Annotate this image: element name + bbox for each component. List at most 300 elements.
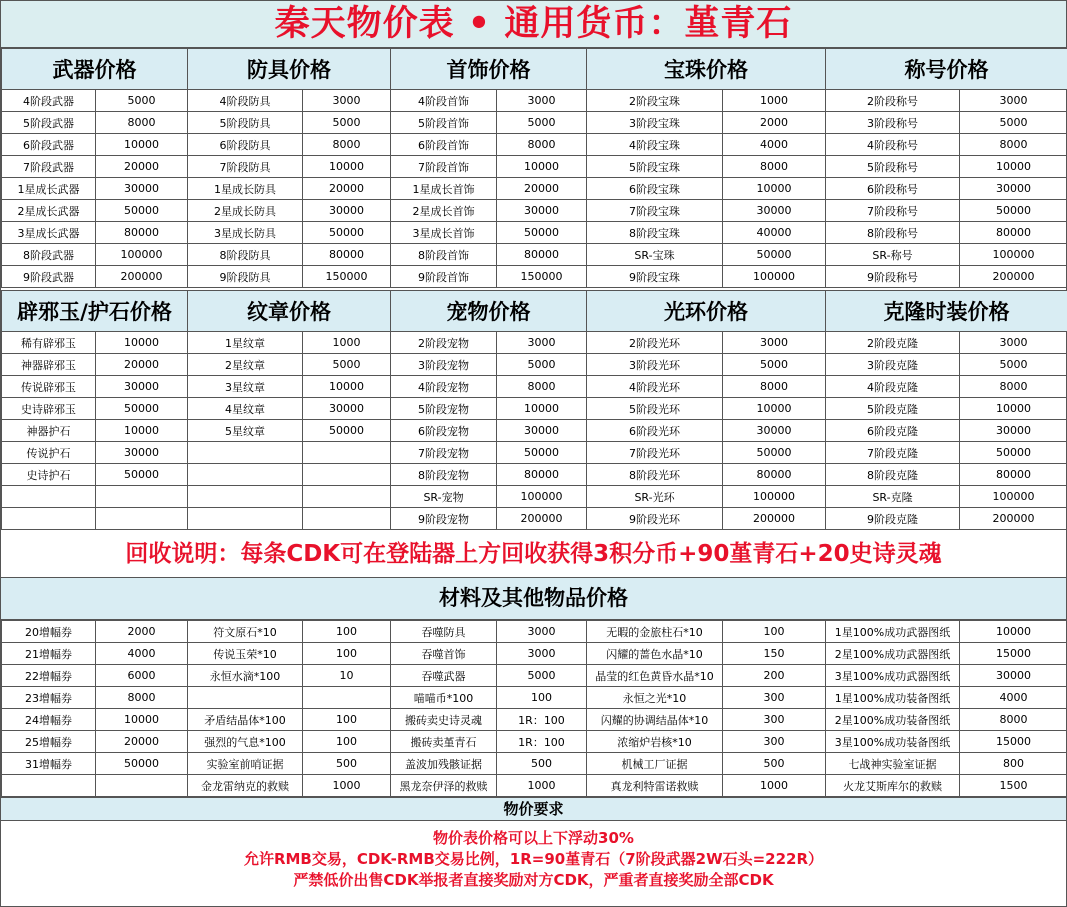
item-name-cell bbox=[2, 775, 96, 797]
item-name-cell: 7阶段称号 bbox=[826, 200, 960, 222]
item-name-cell: 2阶段宝珠 bbox=[587, 90, 723, 112]
item-name-cell: 3星100%成功装备图纸 bbox=[826, 731, 960, 753]
item-name-cell: 3星成长首饰 bbox=[391, 222, 497, 244]
item-name-cell: 无暇的金旅柱石*10 bbox=[587, 621, 723, 643]
item-name-cell: 5阶段首饰 bbox=[391, 112, 497, 134]
item-price-cell: 30000 bbox=[497, 200, 587, 222]
table-row bbox=[2, 665, 1067, 687]
item-price-cell: 80000 bbox=[960, 464, 1067, 486]
table-row bbox=[2, 266, 1067, 288]
item-price-cell: 8000 bbox=[96, 687, 188, 709]
requirement-line: 严禁低价出售CDK举报者直接奖励对方CDK，严重者直接奖励全部CDK bbox=[293, 871, 774, 889]
item-name-cell: 9阶段宝珠 bbox=[587, 266, 723, 288]
item-name-cell: 9阶段克隆 bbox=[826, 508, 960, 530]
item-name-cell: 火龙艾斯库尔的救赎 bbox=[826, 775, 960, 797]
item-name-cell: 8阶段光环 bbox=[587, 464, 723, 486]
table-row bbox=[2, 753, 1067, 775]
item-price-cell: 500 bbox=[723, 753, 826, 775]
item-price-cell: 100 bbox=[723, 621, 826, 643]
item-name-cell bbox=[188, 464, 303, 486]
item-name-cell: 6阶段克隆 bbox=[826, 420, 960, 442]
item-name-cell: 2星成长武器 bbox=[2, 200, 96, 222]
item-name-cell: 传说护石 bbox=[2, 442, 96, 464]
item-price-cell: 1000 bbox=[303, 332, 391, 354]
item-name-cell: 1星成长防具 bbox=[188, 178, 303, 200]
item-price-cell: 150 bbox=[723, 643, 826, 665]
item-name-cell: 7阶段武器 bbox=[2, 156, 96, 178]
table-row bbox=[2, 442, 1067, 464]
requirements-header: 物价要求 bbox=[1, 797, 1066, 821]
item-price-cell: 100000 bbox=[497, 486, 587, 508]
item-name-cell: 1星纹章 bbox=[188, 332, 303, 354]
item-price-cell: 10000 bbox=[303, 156, 391, 178]
item-price-cell: 8000 bbox=[96, 112, 188, 134]
item-price-cell: 150000 bbox=[303, 266, 391, 288]
item-price-cell: 3000 bbox=[723, 332, 826, 354]
item-price-cell: 15000 bbox=[960, 643, 1067, 665]
header-row bbox=[2, 49, 1067, 90]
item-name-cell: 6阶段防具 bbox=[188, 134, 303, 156]
item-price-cell: 50000 bbox=[96, 753, 188, 775]
item-price-cell: 5000 bbox=[497, 112, 587, 134]
item-name-cell: SR-称号 bbox=[826, 244, 960, 266]
item-price-cell: 80000 bbox=[960, 222, 1067, 244]
item-name-cell: 永恒水滴*100 bbox=[188, 665, 303, 687]
item-price-cell: 10000 bbox=[96, 332, 188, 354]
item-name-cell: 20增幅券 bbox=[2, 621, 96, 643]
column-group-header: 辟邪玉/护石价格 bbox=[2, 291, 188, 332]
item-price-cell bbox=[96, 486, 188, 508]
item-name-cell: 31增幅券 bbox=[2, 753, 96, 775]
item-price-cell bbox=[303, 486, 391, 508]
item-price-cell: 3000 bbox=[303, 90, 391, 112]
item-name-cell: 1星100%成功装备图纸 bbox=[826, 687, 960, 709]
item-price-cell: 1000 bbox=[303, 775, 391, 797]
item-price-cell: 200 bbox=[723, 665, 826, 687]
item-name-cell: 7阶段光环 bbox=[587, 442, 723, 464]
item-price-cell: 30000 bbox=[960, 178, 1067, 200]
table-row bbox=[2, 112, 1067, 134]
column-group-header: 首饰价格 bbox=[391, 49, 587, 90]
column-group-header: 光环价格 bbox=[587, 291, 826, 332]
item-price-cell: 80000 bbox=[723, 464, 826, 486]
item-name-cell: 6阶段宝珠 bbox=[587, 178, 723, 200]
item-name-cell: SR-光环 bbox=[587, 486, 723, 508]
item-name-cell: 4阶段防具 bbox=[188, 90, 303, 112]
column-group-header: 克隆时装价格 bbox=[826, 291, 1067, 332]
item-name-cell: 8阶段宠物 bbox=[391, 464, 497, 486]
item-price-cell: 50000 bbox=[96, 200, 188, 222]
item-name-cell: 4阶段克隆 bbox=[826, 376, 960, 398]
item-name-cell: 5阶段宠物 bbox=[391, 398, 497, 420]
item-name-cell: 2星成长首饰 bbox=[391, 200, 497, 222]
item-price-cell: 100 bbox=[303, 643, 391, 665]
item-name-cell: 永恒之光*10 bbox=[587, 687, 723, 709]
item-price-cell: 50000 bbox=[960, 200, 1067, 222]
table-row bbox=[2, 134, 1067, 156]
column-group-header: 宝珠价格 bbox=[587, 49, 826, 90]
item-price-cell: 30000 bbox=[303, 398, 391, 420]
item-name-cell: 史诗护石 bbox=[2, 464, 96, 486]
item-name-cell: 4阶段武器 bbox=[2, 90, 96, 112]
item-name-cell: 5阶段防具 bbox=[188, 112, 303, 134]
item-name-cell: 3星纹章 bbox=[188, 376, 303, 398]
title-banner bbox=[1, 1, 1066, 48]
item-name-cell: 5阶段光环 bbox=[587, 398, 723, 420]
item-price-cell: 100000 bbox=[96, 244, 188, 266]
item-name-cell: 搬砖卖堇青石 bbox=[391, 731, 497, 753]
item-name-cell: 2阶段宠物 bbox=[391, 332, 497, 354]
item-name-cell: 5阶段克隆 bbox=[826, 398, 960, 420]
item-name-cell: 吞噬防具 bbox=[391, 621, 497, 643]
item-price-cell: 8000 bbox=[497, 134, 587, 156]
item-price-cell: 50000 bbox=[960, 442, 1067, 464]
requirement-line: 允许RMB交易，CDK-RMB交易比例，1R=90堇青石（7阶段武器2W石头=222R） bbox=[243, 850, 824, 868]
item-name-cell: 4阶段宠物 bbox=[391, 376, 497, 398]
item-name-cell: 25增幅券 bbox=[2, 731, 96, 753]
item-name-cell: 8阶段宝珠 bbox=[587, 222, 723, 244]
item-price-cell bbox=[303, 442, 391, 464]
item-price-cell: 15000 bbox=[960, 731, 1067, 753]
header-row bbox=[2, 291, 1067, 332]
item-price-cell: 100 bbox=[303, 709, 391, 731]
item-name-cell: 9阶段首饰 bbox=[391, 266, 497, 288]
item-name-cell: 浓缩炉岩核*10 bbox=[587, 731, 723, 753]
item-name-cell: 符文原石*10 bbox=[188, 621, 303, 643]
item-name-cell: 3阶段光环 bbox=[587, 354, 723, 376]
item-price-cell: 4000 bbox=[723, 134, 826, 156]
item-name-cell: 史诗辟邪玉 bbox=[2, 398, 96, 420]
item-price-cell: 200000 bbox=[497, 508, 587, 530]
item-price-cell: 80000 bbox=[96, 222, 188, 244]
item-name-cell: 七战神实验室证据 bbox=[826, 753, 960, 775]
item-price-cell: 1500 bbox=[960, 775, 1067, 797]
table-row bbox=[2, 508, 1067, 530]
item-name-cell: 21增幅券 bbox=[2, 643, 96, 665]
column-group-header: 宠物价格 bbox=[391, 291, 587, 332]
item-name-cell: 2阶段称号 bbox=[826, 90, 960, 112]
item-name-cell: 1星100%成功武器图纸 bbox=[826, 621, 960, 643]
item-price-cell: 50000 bbox=[303, 222, 391, 244]
item-name-cell: 吞噬首饰 bbox=[391, 643, 497, 665]
item-price-cell: 30000 bbox=[96, 376, 188, 398]
item-price-cell: 10000 bbox=[96, 420, 188, 442]
item-name-cell: 矛盾结晶体*100 bbox=[188, 709, 303, 731]
item-name-cell: 9阶段光环 bbox=[587, 508, 723, 530]
table-row bbox=[2, 354, 1067, 376]
item-price-cell: 10 bbox=[303, 665, 391, 687]
item-name-cell: 8阶段武器 bbox=[2, 244, 96, 266]
requirements-box bbox=[1, 820, 1066, 906]
table-row bbox=[2, 90, 1067, 112]
item-price-cell: 3000 bbox=[960, 332, 1067, 354]
item-price-cell: 8000 bbox=[960, 709, 1067, 731]
table-row bbox=[2, 376, 1067, 398]
item-price-cell: 30000 bbox=[497, 420, 587, 442]
item-price-cell: 50000 bbox=[497, 222, 587, 244]
item-name-cell: 1星成长武器 bbox=[2, 178, 96, 200]
item-price-cell: 30000 bbox=[96, 442, 188, 464]
table-row bbox=[2, 178, 1067, 200]
item-price-cell: 20000 bbox=[96, 354, 188, 376]
equipment-price-table bbox=[1, 48, 1067, 288]
item-name-cell: 2星100%成功装备图纸 bbox=[826, 709, 960, 731]
item-price-cell: 200000 bbox=[96, 266, 188, 288]
item-price-cell: 50000 bbox=[723, 442, 826, 464]
item-name-cell: 3阶段宠物 bbox=[391, 354, 497, 376]
item-name-cell: 晶莹的红色黄昏水晶*10 bbox=[587, 665, 723, 687]
item-price-cell: 5000 bbox=[723, 354, 826, 376]
item-price-cell: 2000 bbox=[723, 112, 826, 134]
item-price-cell: 80000 bbox=[303, 244, 391, 266]
item-price-cell: 10000 bbox=[960, 621, 1067, 643]
item-name-cell: 真龙利特雷诺救赎 bbox=[587, 775, 723, 797]
item-price-cell: 6000 bbox=[96, 665, 188, 687]
item-price-cell: 10000 bbox=[497, 156, 587, 178]
item-price-cell: 5000 bbox=[497, 665, 587, 687]
item-name-cell bbox=[188, 442, 303, 464]
table-row bbox=[2, 643, 1067, 665]
item-price-cell: 10000 bbox=[96, 709, 188, 731]
item-name-cell: 6阶段武器 bbox=[2, 134, 96, 156]
item-name-cell: 2阶段克隆 bbox=[826, 332, 960, 354]
item-price-cell: 10000 bbox=[960, 398, 1067, 420]
item-price-cell: 50000 bbox=[497, 442, 587, 464]
item-price-cell: 150000 bbox=[497, 266, 587, 288]
item-price-cell: 3000 bbox=[497, 643, 587, 665]
item-name-cell: 6阶段称号 bbox=[826, 178, 960, 200]
materials-price-table bbox=[1, 620, 1067, 797]
item-price-cell: 100 bbox=[497, 687, 587, 709]
item-name-cell: 4阶段称号 bbox=[826, 134, 960, 156]
column-group-header: 纹章价格 bbox=[188, 291, 391, 332]
table-row bbox=[2, 332, 1067, 354]
item-price-cell: 100000 bbox=[960, 486, 1067, 508]
item-price-cell: 2000 bbox=[96, 621, 188, 643]
table-row bbox=[2, 156, 1067, 178]
item-name-cell: 3阶段宝珠 bbox=[587, 112, 723, 134]
item-price-cell: 80000 bbox=[497, 464, 587, 486]
item-price-cell: 8000 bbox=[723, 376, 826, 398]
item-name-cell: 8阶段称号 bbox=[826, 222, 960, 244]
item-name-cell bbox=[188, 508, 303, 530]
item-price-cell bbox=[96, 775, 188, 797]
item-price-cell: 8000 bbox=[497, 376, 587, 398]
item-name-cell bbox=[2, 508, 96, 530]
item-name-cell: 5阶段称号 bbox=[826, 156, 960, 178]
item-price-cell: 10000 bbox=[96, 134, 188, 156]
item-price-cell: 20000 bbox=[96, 731, 188, 753]
item-name-cell: 4阶段宝珠 bbox=[587, 134, 723, 156]
item-price-cell bbox=[303, 464, 391, 486]
item-name-cell: 机械工厂证据 bbox=[587, 753, 723, 775]
item-price-cell: 4000 bbox=[960, 687, 1067, 709]
item-price-cell: 100 bbox=[303, 621, 391, 643]
item-name-cell: 9阶段称号 bbox=[826, 266, 960, 288]
table-row bbox=[2, 731, 1067, 753]
item-price-cell: 8000 bbox=[303, 134, 391, 156]
item-price-cell bbox=[96, 508, 188, 530]
item-price-cell: 1000 bbox=[723, 90, 826, 112]
item-name-cell: 1星成长首饰 bbox=[391, 178, 497, 200]
item-price-cell: 100000 bbox=[960, 244, 1067, 266]
column-group-header: 防具价格 bbox=[188, 49, 391, 90]
item-price-cell: 100000 bbox=[723, 266, 826, 288]
item-price-cell: 50000 bbox=[96, 464, 188, 486]
item-price-cell: 800 bbox=[960, 753, 1067, 775]
item-name-cell: 23增幅券 bbox=[2, 687, 96, 709]
item-name-cell: SR-宠物 bbox=[391, 486, 497, 508]
item-name-cell: 4阶段光环 bbox=[587, 376, 723, 398]
item-name-cell bbox=[2, 486, 96, 508]
item-price-cell: 3000 bbox=[960, 90, 1067, 112]
item-price-cell: 50000 bbox=[96, 398, 188, 420]
item-price-cell: 30000 bbox=[960, 665, 1067, 687]
table-row bbox=[2, 464, 1067, 486]
item-name-cell: 6阶段首饰 bbox=[391, 134, 497, 156]
item-name-cell: 神器辟邪玉 bbox=[2, 354, 96, 376]
item-name-cell: 7阶段宠物 bbox=[391, 442, 497, 464]
item-name-cell: 4星纹章 bbox=[188, 398, 303, 420]
item-name-cell: 搬砖卖史诗灵魂 bbox=[391, 709, 497, 731]
item-price-cell: 3000 bbox=[497, 332, 587, 354]
item-name-cell: 2星100%成功武器图纸 bbox=[826, 643, 960, 665]
table-row bbox=[2, 222, 1067, 244]
item-price-cell: 20000 bbox=[96, 156, 188, 178]
item-name-cell: 稀有辟邪玉 bbox=[2, 332, 96, 354]
item-price-cell: 1R：100 bbox=[497, 731, 587, 753]
item-price-cell bbox=[303, 687, 391, 709]
item-name-cell: 喵喵币*100 bbox=[391, 687, 497, 709]
materials-header: 材料及其他物品价格 bbox=[1, 577, 1066, 620]
item-name-cell: 3星成长武器 bbox=[2, 222, 96, 244]
item-name-cell: 6阶段光环 bbox=[587, 420, 723, 442]
item-name-cell: 2星成长防具 bbox=[188, 200, 303, 222]
table-row bbox=[2, 775, 1067, 797]
table-row bbox=[2, 398, 1067, 420]
item-price-cell: 80000 bbox=[497, 244, 587, 266]
item-price-cell: 10000 bbox=[497, 398, 587, 420]
item-price-cell: 8000 bbox=[723, 156, 826, 178]
item-price-cell: 5000 bbox=[303, 354, 391, 376]
item-price-cell: 1000 bbox=[723, 775, 826, 797]
table-row bbox=[2, 486, 1067, 508]
item-price-cell: 5000 bbox=[960, 112, 1067, 134]
item-name-cell: 3星100%成功武器图纸 bbox=[826, 665, 960, 687]
item-name-cell: 2阶段光环 bbox=[587, 332, 723, 354]
table-row bbox=[2, 687, 1067, 709]
item-price-cell: 100 bbox=[303, 731, 391, 753]
item-price-cell: 10000 bbox=[723, 398, 826, 420]
item-name-cell: 9阶段防具 bbox=[188, 266, 303, 288]
item-name-cell: 24增幅券 bbox=[2, 709, 96, 731]
recycle-note: 回收说明：每条CDK可在登陆器上方回收获得3积分币+90堇青石+20史诗灵魂 bbox=[1, 533, 1066, 575]
item-price-cell: 5000 bbox=[96, 90, 188, 112]
item-price-cell: 30000 bbox=[723, 200, 826, 222]
item-price-cell: 100000 bbox=[723, 486, 826, 508]
item-name-cell: 7阶段宝珠 bbox=[587, 200, 723, 222]
item-name-cell: SR-宝珠 bbox=[587, 244, 723, 266]
item-name-cell: 盖波加残骸证据 bbox=[391, 753, 497, 775]
item-price-cell: 3000 bbox=[497, 90, 587, 112]
item-name-cell: 9阶段宠物 bbox=[391, 508, 497, 530]
item-price-cell: 20000 bbox=[303, 178, 391, 200]
column-group-header: 武器价格 bbox=[2, 49, 188, 90]
item-price-cell: 50000 bbox=[303, 420, 391, 442]
table-row bbox=[2, 244, 1067, 266]
item-price-cell: 8000 bbox=[960, 134, 1067, 156]
item-name-cell: 5阶段武器 bbox=[2, 112, 96, 134]
item-name-cell bbox=[188, 486, 303, 508]
item-name-cell: 神器护石 bbox=[2, 420, 96, 442]
item-price-cell: 30000 bbox=[303, 200, 391, 222]
item-name-cell: 闪耀的蔷色水晶*10 bbox=[587, 643, 723, 665]
item-name-cell: 实验室前哨证据 bbox=[188, 753, 303, 775]
item-price-cell: 3000 bbox=[497, 621, 587, 643]
item-name-cell: 9阶段武器 bbox=[2, 266, 96, 288]
item-name-cell: 22增幅券 bbox=[2, 665, 96, 687]
item-price-cell: 500 bbox=[303, 753, 391, 775]
item-price-cell bbox=[303, 508, 391, 530]
item-name-cell: 强烈的气息*100 bbox=[188, 731, 303, 753]
item-name-cell: SR-克隆 bbox=[826, 486, 960, 508]
item-name-cell: 8阶段克隆 bbox=[826, 464, 960, 486]
item-price-cell: 10000 bbox=[723, 178, 826, 200]
item-name-cell: 8阶段首饰 bbox=[391, 244, 497, 266]
item-price-cell: 500 bbox=[497, 753, 587, 775]
item-name-cell: 黑龙奈伊泽的救赎 bbox=[391, 775, 497, 797]
item-name-cell: 4阶段首饰 bbox=[391, 90, 497, 112]
accessory-price-table bbox=[1, 290, 1067, 530]
item-price-cell: 30000 bbox=[723, 420, 826, 442]
item-name-cell: 5星纹章 bbox=[188, 420, 303, 442]
item-price-cell: 300 bbox=[723, 687, 826, 709]
item-name-cell: 金龙雷纳克的救赎 bbox=[188, 775, 303, 797]
item-price-cell: 5000 bbox=[303, 112, 391, 134]
item-name-cell: 传说辟邪玉 bbox=[2, 376, 96, 398]
table-row bbox=[2, 420, 1067, 442]
table-row bbox=[2, 621, 1067, 643]
item-name-cell bbox=[188, 687, 303, 709]
item-price-cell: 10000 bbox=[960, 156, 1067, 178]
item-price-cell: 5000 bbox=[497, 354, 587, 376]
item-name-cell: 3阶段克隆 bbox=[826, 354, 960, 376]
item-name-cell: 5阶段宝珠 bbox=[587, 156, 723, 178]
item-price-cell: 5000 bbox=[960, 354, 1067, 376]
item-price-cell: 30000 bbox=[960, 420, 1067, 442]
item-price-cell: 1000 bbox=[497, 775, 587, 797]
item-price-cell: 200000 bbox=[960, 266, 1067, 288]
column-group-header: 称号价格 bbox=[826, 49, 1067, 90]
table-row bbox=[2, 200, 1067, 222]
requirement-line: 物价表价格可以上下浮动30% bbox=[433, 829, 634, 847]
item-name-cell: 2星纹章 bbox=[188, 354, 303, 376]
item-name-cell: 闪耀的协调结晶体*10 bbox=[587, 709, 723, 731]
item-price-cell: 1R：100 bbox=[497, 709, 587, 731]
item-price-cell: 40000 bbox=[723, 222, 826, 244]
item-name-cell: 7阶段首饰 bbox=[391, 156, 497, 178]
item-name-cell: 3星成长防具 bbox=[188, 222, 303, 244]
item-price-cell: 30000 bbox=[96, 178, 188, 200]
item-price-cell: 300 bbox=[723, 731, 826, 753]
table-row bbox=[2, 709, 1067, 731]
item-name-cell: 3阶段称号 bbox=[826, 112, 960, 134]
item-price-cell: 4000 bbox=[96, 643, 188, 665]
item-price-cell: 10000 bbox=[303, 376, 391, 398]
item-price-cell: 300 bbox=[723, 709, 826, 731]
item-price-cell: 50000 bbox=[723, 244, 826, 266]
item-price-cell: 8000 bbox=[960, 376, 1067, 398]
